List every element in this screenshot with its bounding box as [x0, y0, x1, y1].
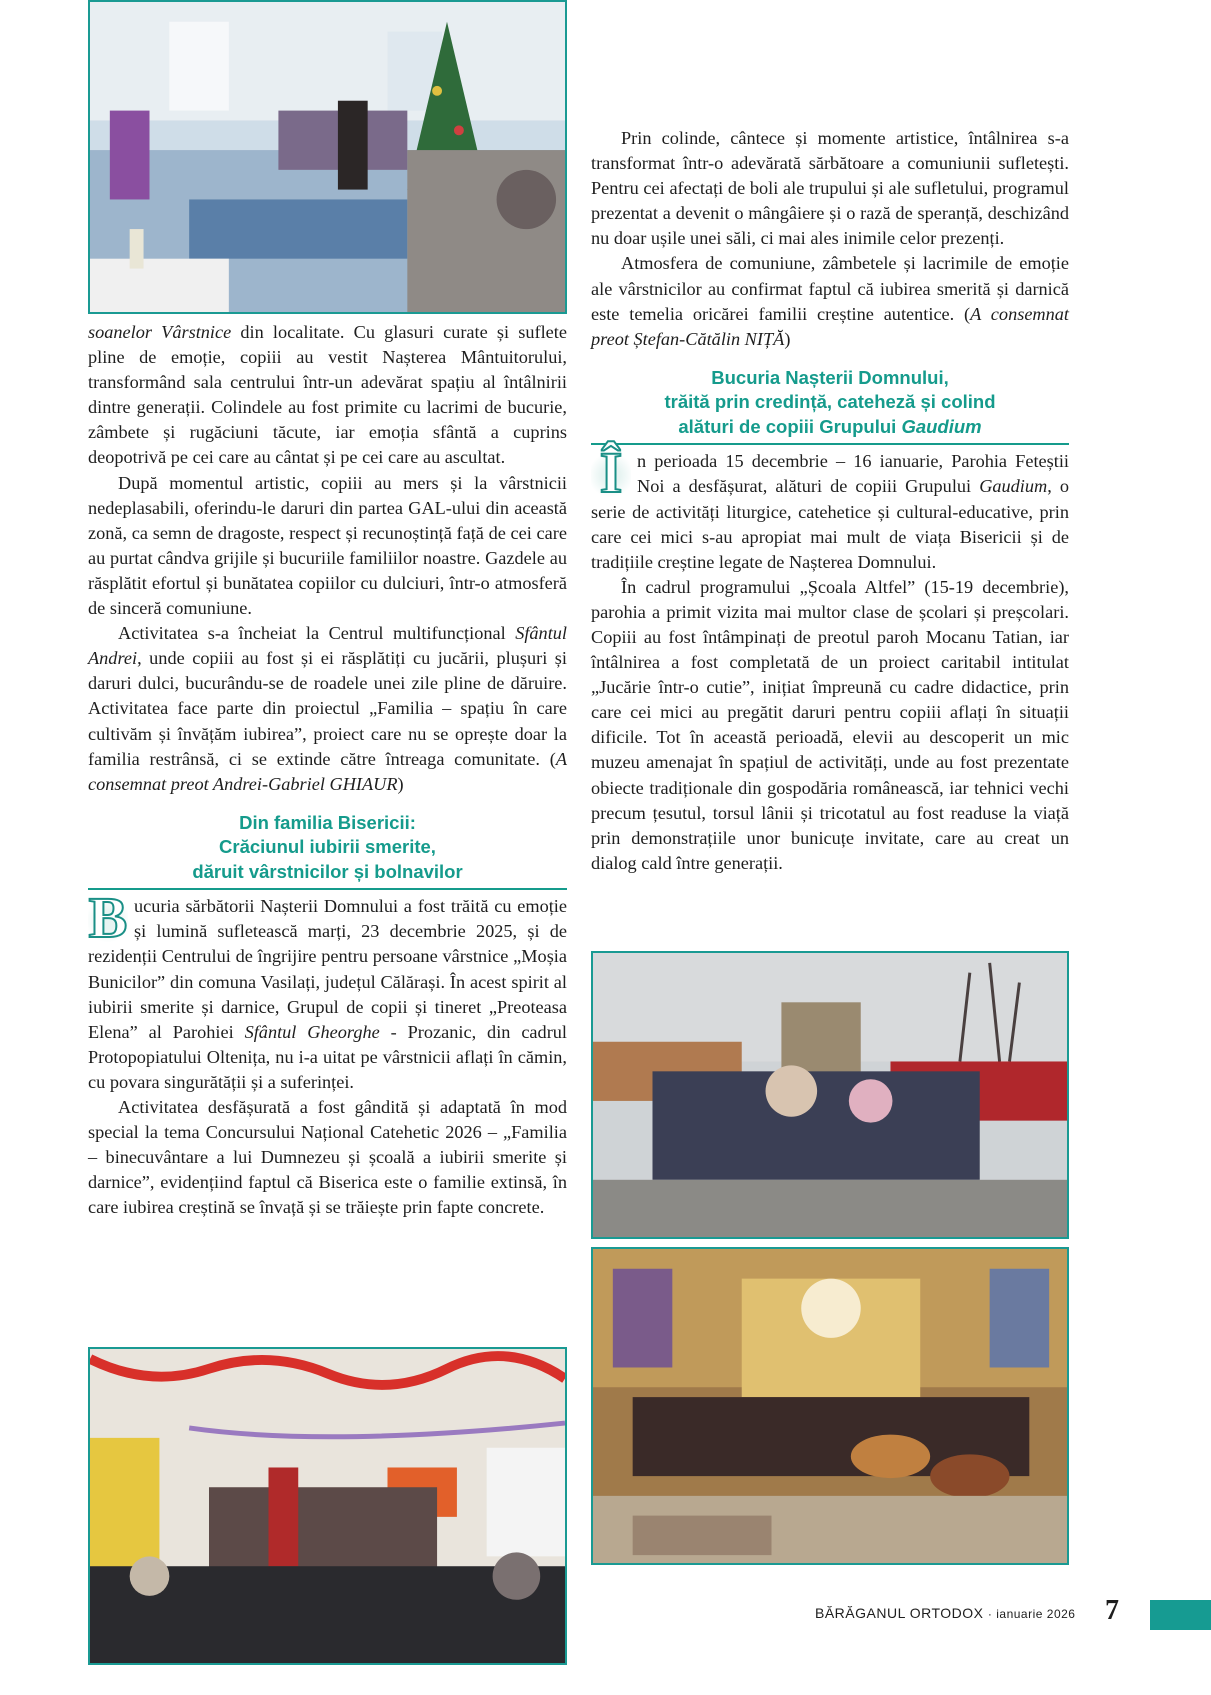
paragraph: Atmosfera de comuniune, zâmbetele și lacrimile de emoție ale vârstnicilor au confirmat faptul că iubirea smerită și darnică este temelia oricărei familii creștine autentice. (A consemnat preot Ștefan-Cătălin NIȚĂ) — [591, 253, 1069, 349]
paragraph: După momentul artistic, copiii au mers și la vârstnicii nedeplasabili, oferindu-le daruri din partea GAL-ului din această zonă, ca semn de dragoste, respect și recunoștință față de cei care au purtat cândva grijile și bucuriile familiilor noastre. Gazdele au răsplătit efortul și bunătatea copiilor cu dulciuri, într-o atmosferă de sinceră comuniune. — [88, 472, 567, 619]
paragraph: Bucuria sărbătorii Nașterii Domnului a fost trăită cu emoție și lumină sufletească marți, 23 decembrie 2025, și de rezidenții Centrului de îngrijire pentru persoane vârstnice „Moșia Bunicilor” din comuna Vasilați, județul Călărași. În acest spirit al iubirii smerite și darnice, Grupul de copii și tineret „Preoteasa Elena” al Parohiei Sfântul Gheorghe - Prozanic, din cadrul Protopopiatului Oltenița, nu i-a uitat pe vârstnicii aflați în cămin, cu povara singurătății și a suferinței. — [88, 885, 567, 1092]
article-heading: Bucuria Nașterii Domnului, trăită prin credință, cateheză și colind alături de copiii Grupului Gaudium — [664, 366, 996, 437]
paragraph: Prin colinde, cântece și momente artistice, întâlnirea s-a transformat într-o adevărată sărbătoare a comuniunii sufletești. Pentru cei afectați de boli ale trupului și ale sufletului, programul prezentat a devenit o mângâiere și o rază de speranță, deschizând nu doar ușile unei săli, ci mai ales inimile celor prezenți. — [591, 128, 1069, 249]
right-column — [591, 126, 1069, 876]
paragraph: Activitatea s-a încheiat la Centrul multifuncțional Sfântul Andrei, unde copiii au fost și ei răsplătiți cu jucării, plușuri și daruri dulci, bucurându-se de roadele unei zile pline de dăruire. Activitatea face parte din proiectul „Familia – spațiu în care cultivăm și învățăm iubirea”, proiect care nu se oprește doar la familia restrânsă, ci se extinde către întreaga comunitate. (A consemnat preot Andrei-Gabriel GHIAUR) — [88, 623, 567, 794]
photo-children-group-outdoors — [591, 951, 1069, 1239]
photo-carolers-elderly-center — [88, 0, 567, 314]
left-column — [88, 320, 567, 1221]
paragraph: soanelor Vârstnice din localitate. Cu glasuri curate și suflete pline de emoție, copiii au vestit Nașterea Mântuitorului, transformând sala centrului într-un adevărat spațiu al întâlnirii dintre generații. Colindele au fost primite cu lacrimi de bucurie, zâmbete și rugăciuni tăcute, iar emoția sfântă a cuprins deopotrivă pe cei care au cântat și pe cei care au ascultat. — [88, 322, 567, 468]
heading-rule — [88, 888, 567, 890]
page-number: 7 — [1105, 1595, 1119, 1626]
paragraph: În cadrul programului „Școala Altfel” (15-19 decembrie), parohia a primit vizita mai multor clase de școlari și preșcolari. Copiii au fost întâmpinați de preotul paroh Mocanu Tatian, iar întâlnirea a fost completată de un proiect caritabil intitulat „Jucărie într-o cutie”, inițiat împreună cu cadre didactice, prin care cei mici au pregătit daruri pentru copiii aflați în situații dificile. Tot în această perioadă, elevii au descoperit un mic muzeu amenajat în spațiul de activități, unde au fost prezentate obiecte tradiționale din gospodăria românească, iar tehnici vechi precum țesutul, torsul lânii și tricotatul au fost readuse la viață prin demonstrațiile unor bunicuțe invitate, care au creat un dialog cald între generații. — [591, 576, 1069, 873]
drop-cap: Î — [591, 451, 631, 499]
heading-rule — [591, 443, 1069, 445]
photo-church-interior-guitars — [591, 1247, 1069, 1565]
paragraph: Activitatea desfășurată a fost gândită și adaptată în mod special la tema Concursului Național Catehetic 2026 – „Familia – binecuvântare a lui Dumnezeu și școală a iubirii smerite și darnice”, evidențiind faptul că Biserica este o familie extinsă, în care iubirea creștină se învață și se trăiește prin fapte concrete. — [88, 1097, 567, 1218]
page-tab-marker — [1150, 1600, 1211, 1630]
paragraph: În perioada 15 decembrie – 16 ianuarie, Parohia Feteștii Noi a desfășurat, alături de copiii Grupului Gaudium, o serie de activități liturgice, catehetice și cultural-educative, prin care cei mici s-au apropiat mai mult de viața Bisericii și de tradițiile creștine legate de Nașterea Domnului. — [591, 440, 1069, 572]
photo-performance-hall — [88, 1347, 567, 1665]
article-heading: Din familia Bisericii: Crăciunul iubirii smerite, dăruit vârstnicilor și bolnavilor — [192, 811, 463, 882]
drop-cap: B — [88, 885, 128, 951]
footer-publication: BĂRĂGANUL ORTODOX · ianuarie 2026 — [815, 1605, 1076, 1621]
